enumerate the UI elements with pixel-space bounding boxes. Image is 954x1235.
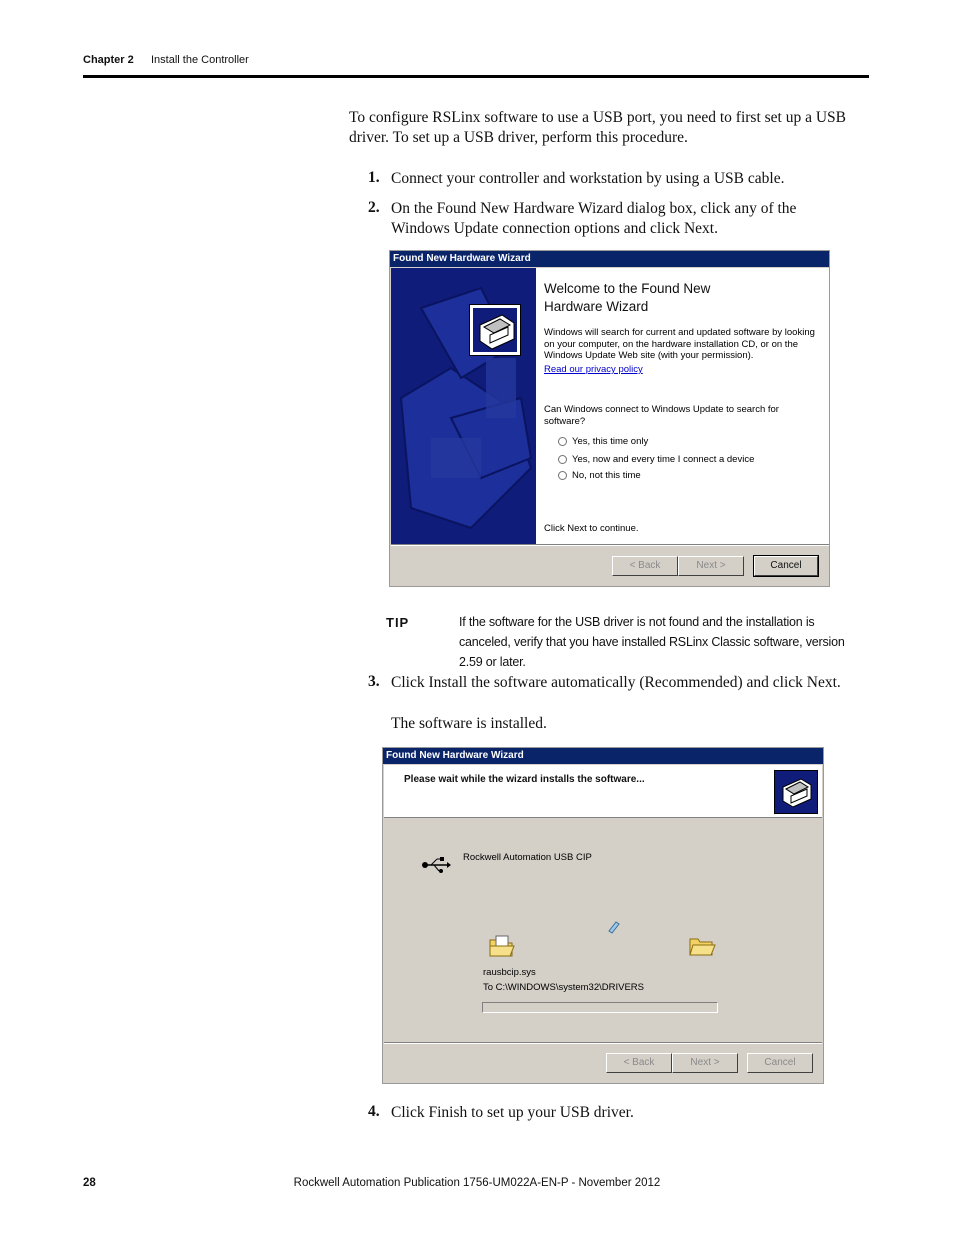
copying-file-name: rausbcip.sys [483, 967, 536, 978]
radio-yes-this-time[interactable] [558, 437, 567, 446]
wizard-description: Windows will search for current and updated software by looking on your computer, on the hardware installation CD, or on the Windows Update Web site (with your permission). [544, 327, 815, 361]
step-3-result: The software is installed. [391, 715, 547, 732]
back-button[interactable]: < Back [612, 556, 678, 576]
tip-label: TIP [386, 615, 410, 630]
wizard-welcome-dialog [389, 250, 830, 587]
copy-progress-bar [482, 1002, 718, 1013]
publication-info: Rockwell Automation Publication 1756-UM022A-EN-P - November 2012 [293, 1177, 661, 1189]
flying-file-icon [607, 920, 621, 939]
header-rule [83, 75, 869, 78]
option-no-label: No, not this time [572, 470, 641, 481]
install-header-separator [384, 817, 822, 818]
intro-paragraph: To configure RSLinx software to use a USB port, you need to first set up a USB driver. To set up a USB driver, perform this procedure. [349, 109, 846, 146]
step-4-number: 4. [368, 1103, 380, 1120]
install-heading: Please wait while the wizard installs the software... [404, 774, 645, 785]
source-folder-icon [488, 934, 516, 963]
option-yes-every-time-label: Yes, now and every time I connect a device [572, 454, 755, 465]
wizard-welcome-titlebar: Found New Hardware Wizard [390, 251, 829, 267]
tip-text: If the software for the USB driver is not found and the installation is canceled, verify that you have installed RSLinx Classic software, version 2.59 or later. [459, 615, 845, 669]
next-button[interactable]: Next > [678, 556, 744, 576]
wizard-content-panel [536, 268, 829, 544]
step-1-number: 1. [368, 169, 380, 186]
back-button[interactable]: < Back [606, 1053, 672, 1073]
privacy-policy-link[interactable]: Read our privacy policy [544, 364, 643, 375]
wizard-separator-highlight [391, 545, 829, 546]
device-name: Rockwell Automation USB CIP [463, 852, 592, 863]
cancel-button[interactable]: Cancel [747, 1053, 813, 1073]
step-4-text: Click Finish to set up your USB driver. [391, 1104, 634, 1121]
radio-yes-every-time[interactable] [558, 455, 567, 464]
step-1-text: Connect your controller and workstation by using a USB cable. [391, 170, 785, 187]
chapter-title: Install the Controller [151, 54, 249, 66]
install-footer-separator-highlight [384, 1043, 822, 1044]
wizard-install-header [384, 765, 822, 817]
cancel-button[interactable]: Cancel [754, 556, 818, 576]
step-3-number: 3. [368, 673, 380, 690]
chapter-label: Chapter 2 [83, 54, 134, 66]
destination-folder-icon [688, 935, 716, 962]
wizard-welcome-heading: Welcome to the Found New Hardware Wizard [544, 281, 711, 314]
usb-icon [421, 856, 451, 879]
step-2-text: On the Found New Hardware Wizard dialog box, click any of the Windows Update connection options and click Next. [391, 200, 797, 237]
wizard-side-banner [391, 268, 536, 544]
windows-update-question: Can Windows connect to Windows Update to search for software? [544, 404, 779, 427]
next-button[interactable]: Next > [672, 1053, 738, 1073]
hardware-wizard-icon-small [774, 770, 818, 814]
wizard-install-dialog [382, 747, 824, 1084]
radio-no-not-this-time[interactable] [558, 471, 567, 480]
hardware-wizard-icon [469, 304, 521, 356]
step-3-text: Click Install the software automatically (Recommended) and click Next. [391, 674, 841, 691]
step-2-number: 2. [368, 199, 380, 216]
option-yes-this-time-label: Yes, this time only [572, 436, 649, 447]
wizard-install-titlebar: Found New Hardware Wizard [383, 748, 823, 764]
page-number: 28 [83, 1177, 96, 1189]
copy-destination: To C:\WINDOWS\system32\DRIVERS [483, 982, 644, 993]
click-next-hint: Click Next to continue. [544, 523, 639, 534]
